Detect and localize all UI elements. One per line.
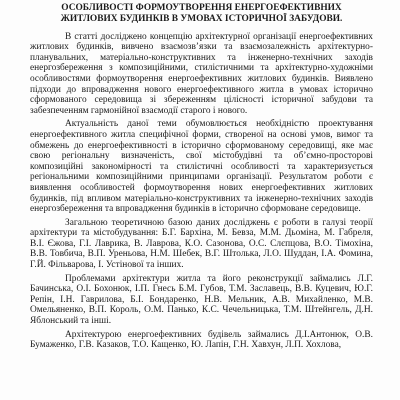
- article-body: [30, 3, 373, 354]
- article-title-line: ОСОБЛИВОСТІ ФОРМОУТВОРЕННЯ ЕНЕРГОЕФЕКТИВНИХ: [61, 3, 342, 13]
- article-title-line: ЖИТЛОВИХ БУДИНКІВ В УМОВАХ ІСТОРИЧНОЇ ЗАБУДОВИ.: [60, 13, 343, 24]
- theory-base-paragraph: Загальною теоретичною базою даних досліджень є роботи в галузі теорії архітектури та містобудування: Б.Г. Бархіна, М. Бевза, М.М. Дьоміна, М. Габреля, В.І. Єжова, Г.І. Лаврика, В. Лаврова, К.О. Сазонова, О.С. Слєпцова, В.О. Тімохіна, В.В. Товбича, В.П. Уреньова, Н.М. Шебек, В.Г. Штолька, Л.О. Шуддан, І.А. Фомина, Г.Й. Фільварова, І. Устінової та інших.: [30, 217, 373, 271]
- article-title: [30, 3, 373, 25]
- energy-efficient-research-paragraph: Архітектурою енергоефективних будівель займались Д.І.Антонюк, О.В. Бумаженко, Г.В. Казаков, Т.О. Кащенко, Ю. Лапін, Г.Н. Хавхун, Л.П. Хохлова,: [30, 329, 373, 351]
- relevance-paragraph: Актуальність даної теми обумовлюється необхідністю проектування енергоефективного житла специфічної форми, створеної на основі умов, вимог та обмежень до енергоефективності в історично сформованому середовищі, яке має свою регіональну визначеність, свої містобудівні та об’ємно-просторові композиційні закономірності та стилістичні особливості та характеризується регіональними композиційними принципами організації. Результатом роботи є виявлення особливостей формоутворення нових енергоефективних житлових будинків, під впливом матеріально-конструктивних та інженерно-технічних заходів енергозбереження та впровадження будинків в історично сформоване середовище.: [30, 119, 373, 215]
- abstract-paragraph: В статті досліджено концепцію архітектурної організації енергоефективних житлових будинків, вивчено взаємозв’язки та взаємозалежність архітектурно-планувальних, матеріально-конструктивних та інженерно-технічних заходів енергозбереження з композиційними, стилістичними та архітектурно-художніми особливостями формоутворення енергоефективних житлових будинків. Виявлено підходи до впровадження нового енергоефективного житла в умовах історично сформованого середовища зі збереженням цілісності історичної забудови та забезпеченням гармонійної взаємодії старого і нового.: [30, 31, 373, 116]
- housing-research-paragraph: Проблемами архітектури житла та його реконструкції займались Л.Г. Бачинська, О.І. Бохонюк, І.П. Гнесь Б.М. Губов, Т.М. Заславець, В.В. Куцевич, Ю.Г. Репін, І.Н. Гаврилова, Б.І. Бондаренко, Н.В. Мельник, А.В. Михайленко, М.В. Омельяненко, В.П. Король, О.М. Панько, К.С. Чечельницька, Т.М. Штейнгель, Д.Н. Яблонський та інші.: [30, 273, 373, 327]
